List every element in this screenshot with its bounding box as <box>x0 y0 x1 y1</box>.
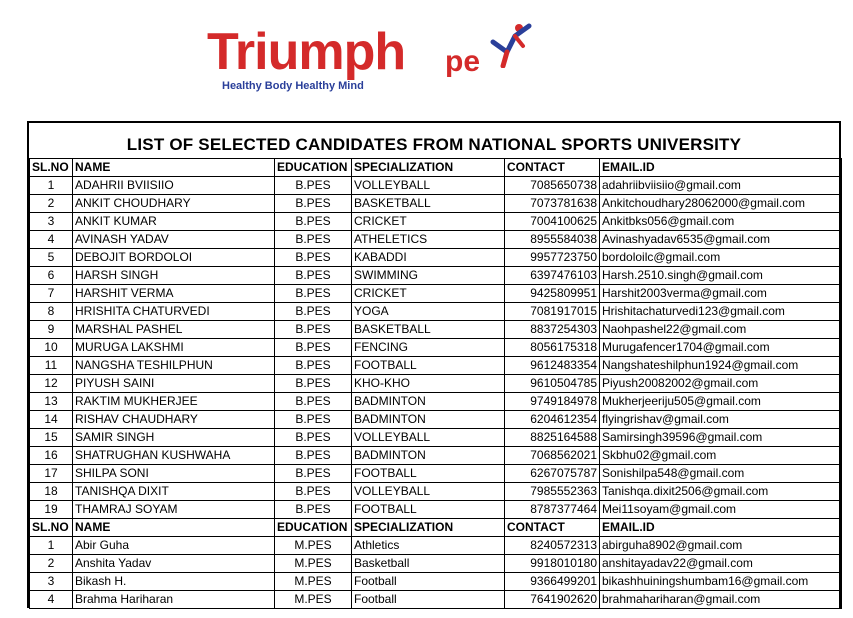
column-header-slno: SL.NO <box>30 519 73 537</box>
cell-specialization: FOOTBALL <box>352 501 505 519</box>
column-header-contact: CONTACT <box>505 519 600 537</box>
table-row <box>30 231 842 249</box>
cell-contact: 8837254303 <box>505 321 600 339</box>
cell-education: B.PES <box>275 285 352 303</box>
cell-name: MURUGA LAKSHMI <box>73 339 275 357</box>
cell-contact: 7068562021 <box>505 447 600 465</box>
cell-name: THAMRAJ SOYAM <box>73 501 275 519</box>
cell-email: brahmahariharan@gmail.com <box>600 591 842 609</box>
cell-specialization: CRICKET <box>352 213 505 231</box>
table-header-row <box>30 519 842 537</box>
cell-education: B.PES <box>275 429 352 447</box>
cell-slno: 8 <box>30 303 73 321</box>
cell-education: B.PES <box>275 303 352 321</box>
column-header-education: EDUCATION <box>275 159 352 177</box>
cell-name: MARSHAL PASHEL <box>73 321 275 339</box>
cell-contact: 7004100625 <box>505 213 600 231</box>
cell-education: B.PES <box>275 249 352 267</box>
column-header-email: EMAIL.ID <box>600 159 842 177</box>
cell-name: ANKIT KUMAR <box>73 213 275 231</box>
cell-email: bikashhuiningshumbam16@gmail.com <box>600 573 842 591</box>
cell-specialization: ATHELETICS <box>352 231 505 249</box>
cell-contact: 7085650738 <box>505 177 600 195</box>
cell-contact: 9749184978 <box>505 393 600 411</box>
cell-education: B.PES <box>275 375 352 393</box>
table-header-row <box>30 159 842 177</box>
cell-education: B.PES <box>275 177 352 195</box>
cell-name: ANKIT CHOUDHARY <box>73 195 275 213</box>
triumph-pe-logo <box>207 22 547 98</box>
cell-email: Ankitchoudhary28062000@gmail.com <box>600 195 842 213</box>
cell-email: Sonishilpa548@gmail.com <box>600 465 842 483</box>
candidates-table <box>29 158 842 609</box>
cell-slno: 3 <box>30 573 73 591</box>
table-row <box>30 339 842 357</box>
table-row <box>30 285 842 303</box>
cell-contact: 9918010180 <box>505 555 600 573</box>
cell-specialization: FOOTBALL <box>352 465 505 483</box>
cell-slno: 13 <box>30 393 73 411</box>
cell-email: Nangshateshilphun1924@gmail.com <box>600 357 842 375</box>
cell-email: Hrishitachaturvedi123@gmail.com <box>600 303 842 321</box>
cell-education: B.PES <box>275 447 352 465</box>
cell-education: B.PES <box>275 357 352 375</box>
cell-email: flyingrishav@gmail.com <box>600 411 842 429</box>
cell-name: Bikash H. <box>73 573 275 591</box>
cell-specialization: BASKETBALL <box>352 195 505 213</box>
cell-education: M.PES <box>275 591 352 609</box>
cell-slno: 12 <box>30 375 73 393</box>
cell-specialization: VOLLEYBALL <box>352 177 505 195</box>
table-row <box>30 267 842 285</box>
column-header-specialization: SPECIALIZATION <box>352 159 505 177</box>
cell-specialization: BASKETBALL <box>352 321 505 339</box>
cell-specialization: BADMINTON <box>352 447 505 465</box>
cell-email: Tanishqa.dixit2506@gmail.com <box>600 483 842 501</box>
cell-education: B.PES <box>275 411 352 429</box>
column-header-email: EMAIL.ID <box>600 519 842 537</box>
cell-slno: 19 <box>30 501 73 519</box>
cell-name: NANGSHA TESHILPHUN <box>73 357 275 375</box>
logo-suffix-text: pe <box>445 45 481 78</box>
cell-email: Harshit2003verma@gmail.com <box>600 285 842 303</box>
cell-slno: 18 <box>30 483 73 501</box>
cell-specialization: KHO-KHO <box>352 375 505 393</box>
cell-specialization: FENCING <box>352 339 505 357</box>
cell-education: B.PES <box>275 393 352 411</box>
cell-education: B.PES <box>275 501 352 519</box>
table-row <box>30 465 842 483</box>
table-row <box>30 213 842 231</box>
table-row <box>30 483 842 501</box>
cell-education: M.PES <box>275 537 352 555</box>
cell-slno: 2 <box>30 195 73 213</box>
cell-name: HARSHIT VERMA <box>73 285 275 303</box>
cell-name: SAMIR SINGH <box>73 429 275 447</box>
cell-name: RAKTIM MUKHERJEE <box>73 393 275 411</box>
cell-email: Samirsingh39596@gmail.com <box>600 429 842 447</box>
cell-specialization: Football <box>352 573 505 591</box>
cell-specialization: Athletics <box>352 537 505 555</box>
cell-email: Piyush20082002@gmail.com <box>600 375 842 393</box>
cell-email: Murugafencer1704@gmail.com <box>600 339 842 357</box>
athlete-figure-icon <box>489 22 533 68</box>
cell-contact: 8955584038 <box>505 231 600 249</box>
cell-contact: 8825164588 <box>505 429 600 447</box>
cell-slno: 9 <box>30 321 73 339</box>
cell-name: SHILPA SONI <box>73 465 275 483</box>
cell-name: Abir Guha <box>73 537 275 555</box>
table-row <box>30 303 842 321</box>
cell-specialization: VOLLEYBALL <box>352 429 505 447</box>
cell-name: Anshita Yadav <box>73 555 275 573</box>
table-row <box>30 177 842 195</box>
table-row <box>30 357 842 375</box>
cell-specialization: Football <box>352 591 505 609</box>
cell-specialization: Basketball <box>352 555 505 573</box>
cell-name: PIYUSH SAINI <box>73 375 275 393</box>
table-row <box>30 321 842 339</box>
cell-email: adahriibviisiio@gmail.com <box>600 177 842 195</box>
cell-email: Harsh.2510.singh@gmail.com <box>600 267 842 285</box>
table-row <box>30 537 842 555</box>
cell-specialization: BADMINTON <box>352 393 505 411</box>
cell-specialization: YOGA <box>352 303 505 321</box>
cell-education: B.PES <box>275 321 352 339</box>
cell-contact: 9610504785 <box>505 375 600 393</box>
column-header-slno: SL.NO <box>30 159 73 177</box>
cell-education: M.PES <box>275 573 352 591</box>
column-header-contact: CONTACT <box>505 159 600 177</box>
table-row <box>30 573 842 591</box>
cell-education: B.PES <box>275 231 352 249</box>
column-header-name: NAME <box>73 159 275 177</box>
cell-contact: 7641902620 <box>505 591 600 609</box>
cell-email: anshitayadav22@gmail.com <box>600 555 842 573</box>
table-row <box>30 195 842 213</box>
cell-slno: 17 <box>30 465 73 483</box>
table-row <box>30 591 842 609</box>
cell-education: B.PES <box>275 267 352 285</box>
cell-slno: 3 <box>30 213 73 231</box>
cell-specialization: VOLLEYBALL <box>352 483 505 501</box>
table-row <box>30 375 842 393</box>
cell-name: RISHAV CHAUDHARY <box>73 411 275 429</box>
cell-specialization: KABADDI <box>352 249 505 267</box>
cell-contact: 7073781638 <box>505 195 600 213</box>
cell-slno: 1 <box>30 537 73 555</box>
cell-contact: 9957723750 <box>505 249 600 267</box>
cell-contact: 6204612354 <box>505 411 600 429</box>
cell-education: B.PES <box>275 483 352 501</box>
cell-specialization: SWIMMING <box>352 267 505 285</box>
candidate-list-document <box>27 121 841 608</box>
table-row <box>30 555 842 573</box>
cell-name: ADAHRII BVIISIIO <box>73 177 275 195</box>
cell-email: Mei11soyam@gmail.com <box>600 501 842 519</box>
cell-slno: 11 <box>30 357 73 375</box>
cell-name: Brahma Hariharan <box>73 591 275 609</box>
cell-education: B.PES <box>275 213 352 231</box>
cell-slno: 6 <box>30 267 73 285</box>
cell-email: abirguha8902@gmail.com <box>600 537 842 555</box>
cell-specialization: CRICKET <box>352 285 505 303</box>
table-row <box>30 429 842 447</box>
cell-email: Avinashyadav6535@gmail.com <box>600 231 842 249</box>
table-row <box>30 501 842 519</box>
cell-contact: 6267075787 <box>505 465 600 483</box>
table-row <box>30 411 842 429</box>
cell-slno: 4 <box>30 591 73 609</box>
cell-education: B.PES <box>275 195 352 213</box>
cell-email: bordoloilc@gmail.com <box>600 249 842 267</box>
document-title: LIST OF SELECTED CANDIDATES FROM NATIONAL SPORTS UNIVERSITY <box>126 135 742 154</box>
cell-specialization: FOOTBALL <box>352 357 505 375</box>
cell-slno: 4 <box>30 231 73 249</box>
table-row <box>30 249 842 267</box>
table-row <box>30 447 842 465</box>
cell-slno: 1 <box>30 177 73 195</box>
column-header-name: NAME <box>73 519 275 537</box>
cell-contact: 6397476103 <box>505 267 600 285</box>
cell-specialization: BADMINTON <box>352 411 505 429</box>
cell-contact: 8056175318 <box>505 339 600 357</box>
cell-contact: 8787377464 <box>505 501 600 519</box>
cell-contact: 8240572313 <box>505 537 600 555</box>
column-header-specialization: SPECIALIZATION <box>352 519 505 537</box>
cell-slno: 14 <box>30 411 73 429</box>
cell-email: Skbhu02@gmail.com <box>600 447 842 465</box>
cell-contact: 9425809951 <box>505 285 600 303</box>
cell-contact: 7985552363 <box>505 483 600 501</box>
cell-education: B.PES <box>275 465 352 483</box>
cell-slno: 5 <box>30 249 73 267</box>
cell-email: Mukherjeeriju505@gmail.com <box>600 393 842 411</box>
cell-name: HARSH SINGH <box>73 267 275 285</box>
cell-name: AVINASH YADAV <box>73 231 275 249</box>
cell-slno: 2 <box>30 555 73 573</box>
cell-contact: 9612483354 <box>505 357 600 375</box>
cell-contact: 9366499201 <box>505 573 600 591</box>
cell-name: TANISHQA DIXIT <box>73 483 275 501</box>
table-row <box>30 393 842 411</box>
cell-slno: 15 <box>30 429 73 447</box>
logo-tagline: Healthy Body Healthy Mind <box>222 80 364 92</box>
cell-name: DEBOJIT BORDOLOI <box>73 249 275 267</box>
cell-name: HRISHITA CHATURVEDI <box>73 303 275 321</box>
logo-brand-text: Triumph <box>207 23 406 81</box>
cell-slno: 7 <box>30 285 73 303</box>
column-header-education: EDUCATION <box>275 519 352 537</box>
cell-slno: 16 <box>30 447 73 465</box>
cell-education: B.PES <box>275 339 352 357</box>
cell-email: Naohpashel22@gmail.com <box>600 321 842 339</box>
cell-slno: 10 <box>30 339 73 357</box>
cell-email: Ankitbks056@gmail.com <box>600 213 842 231</box>
cell-contact: 7081917015 <box>505 303 600 321</box>
cell-education: M.PES <box>275 555 352 573</box>
cell-name: SHATRUGHAN KUSHWAHA <box>73 447 275 465</box>
